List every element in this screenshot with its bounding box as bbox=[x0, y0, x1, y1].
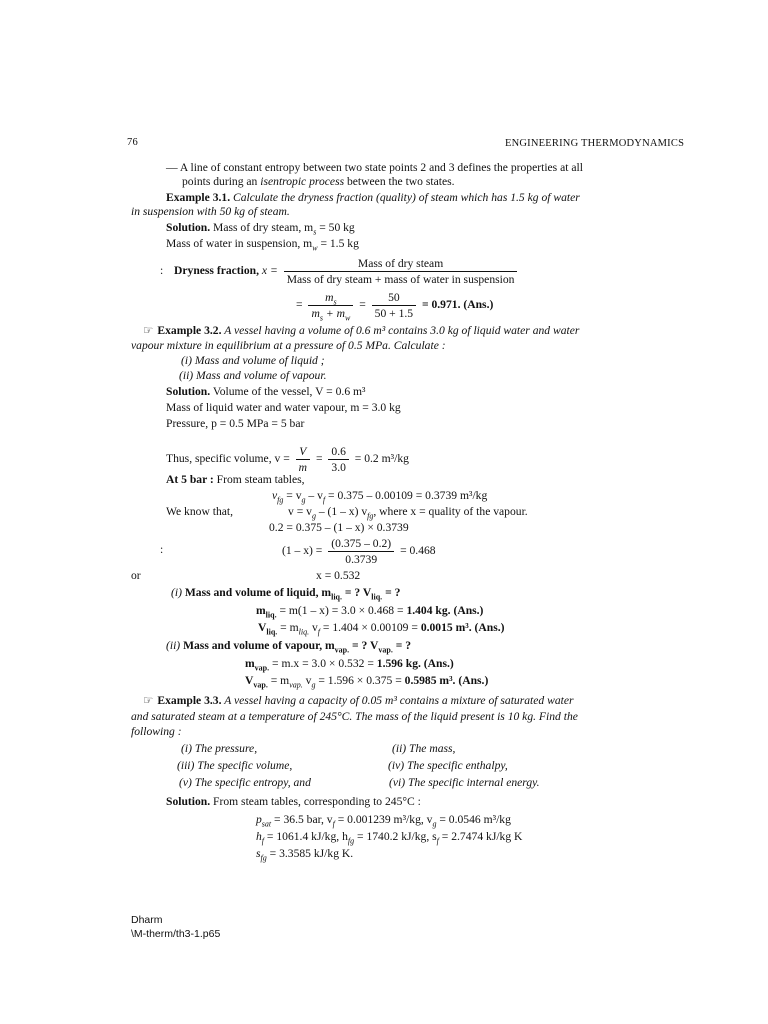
page-number: 76 bbox=[127, 137, 138, 148]
dryness-fraction-eq: : Dryness fraction, x = Mass of dry steam Mass of dry steam + mass of water in suspension bbox=[160, 256, 520, 287]
ex1-solution-line-2: Mass of water in suspension, $m_w = 1.5$ kg bbox=[166, 237, 359, 253]
vfg-eq: $v_{fg} = v_g - v_f = 0.375 - 0.00109 = 0.3739$ m³/kg bbox=[272, 489, 488, 505]
ex2-item-ii: (ii) Mass and volume of vapour. bbox=[179, 369, 327, 382]
running-title: ENGINEERING THERMODYNAMICS bbox=[505, 138, 685, 149]
ex3-item-ii: (ii) The mass, bbox=[392, 742, 456, 755]
part-i-heading: (i) Mass and volume of liquid, $m_{liq.}$ = ? $V_{liq.}$ = ? bbox=[171, 586, 401, 602]
intro-line-1: — A line of constant entropy between two state points 2 and 3 defines the properties at all bbox=[166, 161, 583, 174]
quality-eq: $v = v_g - (1 - x)$ $v_{fg}$, where x = quality of the vapour. bbox=[288, 505, 528, 521]
ex3-solution-line-1: Solution. From steam tables, corresponding to 245°C : bbox=[166, 795, 421, 808]
one-minus-x-eq: (1 – x) = $\frac{(0.375 - 0.2)}{0.3739}$ = 0.468 bbox=[282, 537, 436, 566]
example-3-3-question-cont: and saturated steam at a temperature of 245°C. The mass of the liquid present is 10 kg. Find the bbox=[131, 710, 578, 723]
ex2-solution-line-2: Mass of liquid water and water vapour, m = 3.0 kg bbox=[166, 401, 401, 414]
intro-line-2: points during an isentropic process between the two states. bbox=[182, 175, 455, 188]
we-know-that: We know that, bbox=[166, 505, 234, 518]
example-3-3-question-cont-2: following : bbox=[131, 725, 182, 738]
ex2-solution-line-1: Solution. Volume of the vessel, V = 0.6 m³ bbox=[166, 385, 366, 398]
example-3-2-question: ☞ Example 3.2. A vessel having a volume of 0.6 m³ contains 3.0 kg of liquid water and water bbox=[143, 324, 580, 337]
ex3-item-iv: (iv) The specific enthalpy, bbox=[388, 759, 508, 772]
footer-line-1: Dharm bbox=[131, 914, 163, 926]
ex3-item-i: (i) The pressure, bbox=[181, 742, 258, 755]
therefore-symbol: : bbox=[160, 543, 164, 556]
example-3-1-question: Example 3.1. Calculate the dryness fraction (quality) of steam which has 1.5 kg of water bbox=[166, 191, 580, 204]
ex1-solution-line-1: Solution. Mass of dry steam, $m_s = 50$ kg bbox=[166, 221, 355, 237]
m-liq-eq: $m_{liq.} = m(1 - x) = 3.0 \times 0.468 = 1.404$ kg. (Ans.) bbox=[256, 604, 484, 620]
quality-substitution: 0.2 = 0.375 – (1 – x) × 0.3739 bbox=[269, 521, 409, 534]
ex3-item-v: (v) The specific entropy, and bbox=[179, 776, 311, 789]
ex2-item-i: (i) Mass and volume of liquid ; bbox=[181, 354, 325, 367]
at-5-bar-line: At 5 bar : From steam tables, bbox=[166, 473, 305, 486]
v-vap-eq: $V_{vap.} = m_{vap.}$ $v_g = 1.596 \times 0.375 = 0.5985$ m³. (Ans.) bbox=[245, 674, 489, 690]
ex2-solution-line-3: Pressure, p = 0.5 MPa = 5 bar bbox=[166, 417, 305, 430]
ex3-steam-table-line-3: $s_{fg} = 3.3585$ kJ/kg K. bbox=[256, 847, 354, 863]
pointing-hand-icon: ☞ bbox=[143, 694, 154, 707]
part-ii-heading: (ii) Mass and volume of vapour, $m_{vap.}$ = ? $V_{vap.}$ = ? bbox=[166, 639, 412, 655]
example-3-1-question-cont: in suspension with 50 kg of steam. bbox=[131, 205, 290, 218]
dryness-fraction-result: = $\frac{m_s}{m_s + m_w}$ = $\frac{50}{50 + 1.5}$ = 0.971. (Ans.) bbox=[296, 291, 494, 323]
ex3-item-iii: (iii) The specific volume, bbox=[177, 759, 293, 772]
ex3-steam-table-line-2: $h_f = 1061.4$ kJ/kg, $h_{fg} = 1740.2$ kJ/kg, $s_f = 2.7474$ kJ/kg K bbox=[256, 830, 523, 846]
footer-line-2: \M-therm/th3-1.p65 bbox=[131, 928, 221, 940]
or-label: or bbox=[131, 569, 141, 582]
specific-volume-eq: Thus, specific volume, v = $\frac{V}{m}$ = $\frac{0.6}{3.0}$ = 0.2 m³/kg bbox=[166, 445, 409, 474]
ex3-item-vi: (vi) The specific internal energy. bbox=[389, 776, 540, 789]
example-3-3-question: ☞ Example 3.3. A vessel having a capacity of 0.05 m³ contains a mixture of saturated water bbox=[143, 694, 574, 707]
m-vap-eq: $m_{vap.} = m.x = 3.0 \times 0.532 = 1.596$ kg. (Ans.) bbox=[245, 657, 454, 673]
example-3-2-question-cont: vapour mixture in equilibrium at a pressure of 0.5 MPa. Calculate : bbox=[131, 339, 446, 352]
ex3-steam-table-line-1: $p_{sat} = 36.5$ bar, $v_f = 0.001239$ m³/kg, $v_g = 0.0546$ m³/kg bbox=[256, 813, 511, 829]
x-value: x = 0.532 bbox=[316, 569, 361, 582]
v-liq-eq: $V_{liq.} = m_{liq.}$ $v_f = 1.404 \times 0.00109 = 0.0015$ m³. (Ans.) bbox=[258, 621, 505, 637]
pointing-hand-icon: ☞ bbox=[143, 324, 154, 337]
